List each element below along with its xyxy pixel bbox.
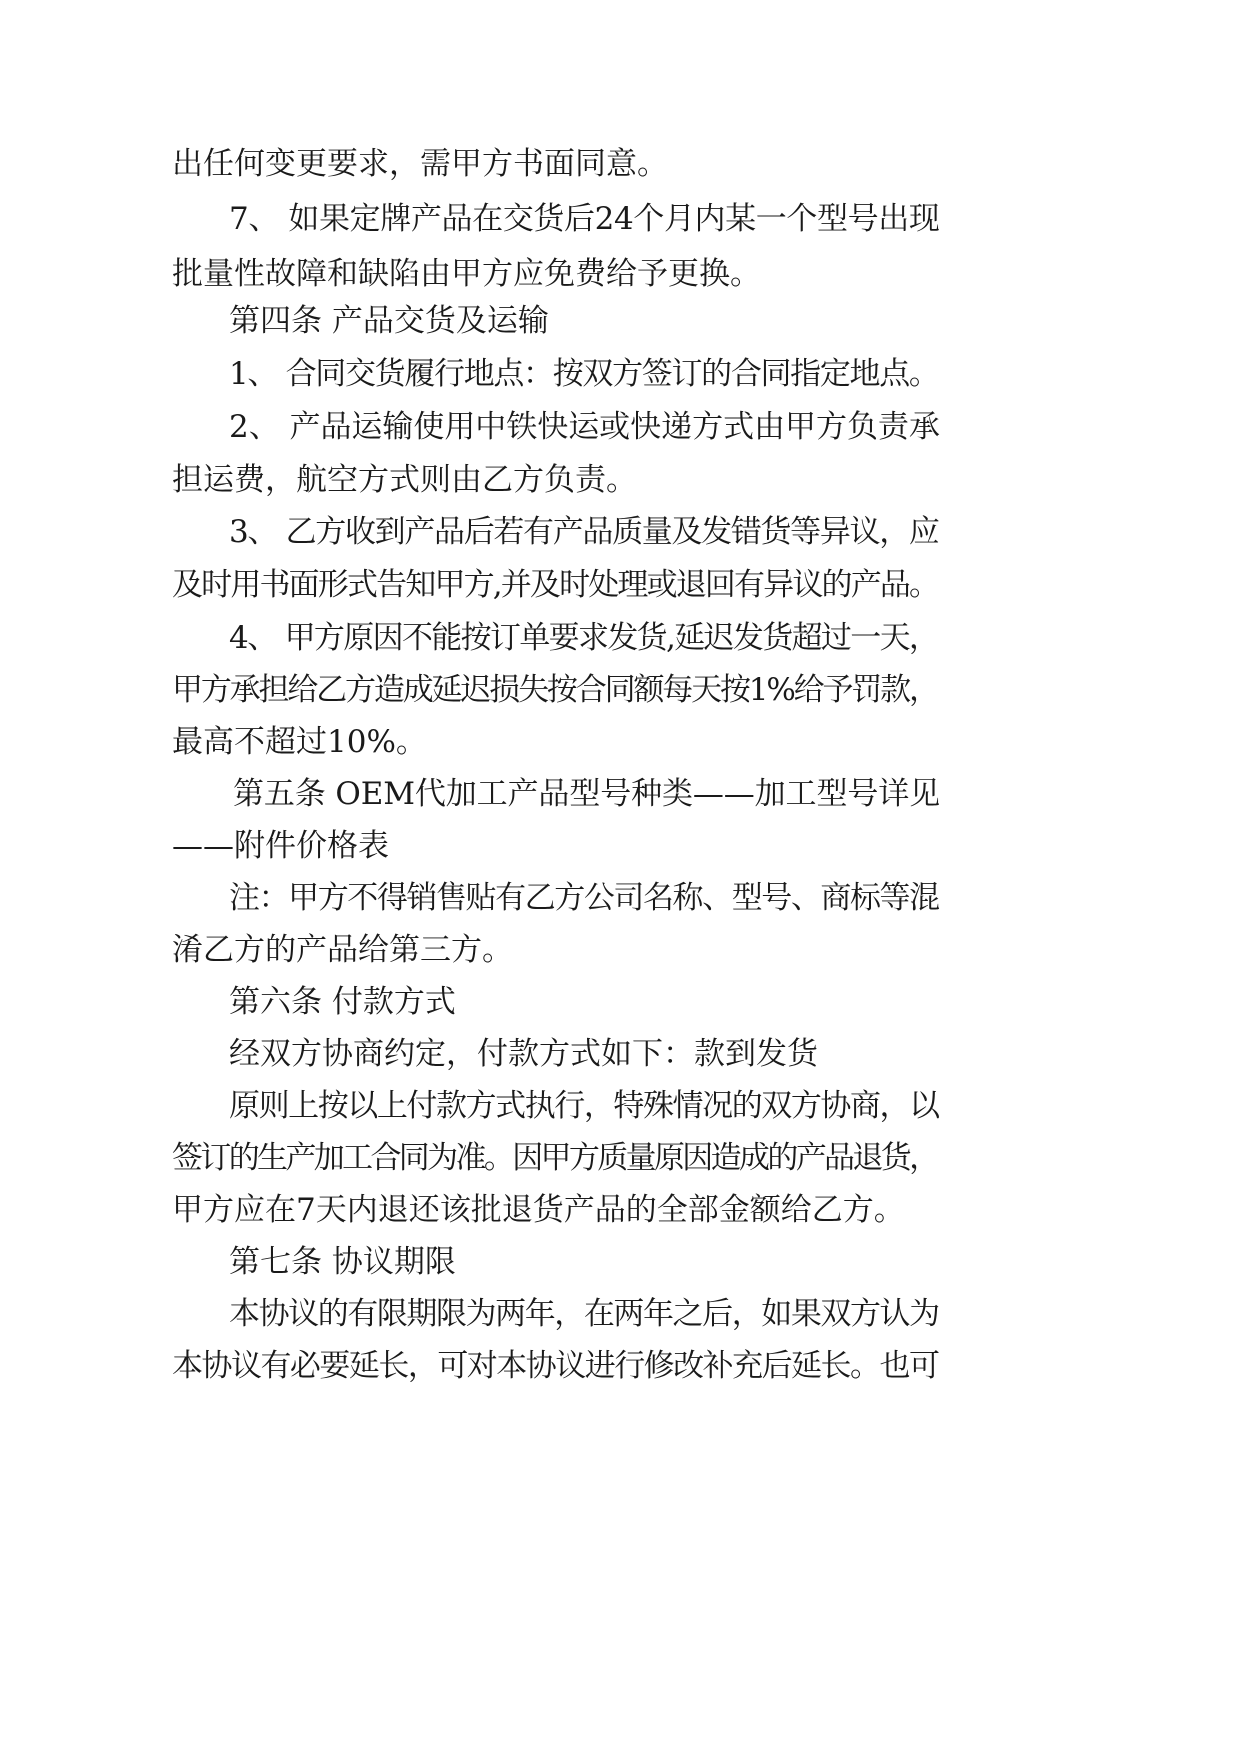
text-line [0,1129,1241,1187]
line-text: 担运费，航空方式则由乙方负责。 [172,462,637,498]
line-text: 出任何变更要求，需甲方书面同意。 [172,146,668,182]
line-text: ——附件价格表 [172,828,389,864]
text-line [0,1077,1241,1135]
line-text: 签订的生产加工合同为准。因甲方质量原因造成的产品退货， [172,1140,938,1176]
line-text: 原则上按以上付款方式执行，特殊情况的双方协商，以 [229,1088,939,1124]
text-line [0,921,1241,979]
text-line [0,609,1241,667]
text-line [0,1285,1241,1343]
line-text: 甲方承担给乙方造成延迟损失按合同额每天按1%给予罚款， [172,672,938,708]
section-heading [0,973,1241,1031]
line-text: 注：甲方不得销售贴有乙方公司名称、型号、商标等混 [229,880,939,916]
line-text: 及时用书面形式告知甲方,并及时处理或退回有异议的产品。 [172,567,939,603]
line-text: 3、 乙方收到产品后若有产品质量及发错货等异议，应 [229,514,939,550]
text-line [0,135,1241,193]
text-line [0,398,1241,456]
line-text: 批量性故障和缺陷由甲方应免费给予更换。 [172,256,761,292]
text-line [0,817,1241,875]
line-text: 本协议有必要延长，可对本协议进行修改补充后延长。也可 [172,1348,939,1384]
text-line [0,503,1241,561]
line-text: 第四条 产品交货及运输 [229,303,549,339]
text-line [0,556,1241,614]
line-text: 本协议的有限期限为两年，在两年之后，如果双方认为 [229,1296,939,1332]
text-line [0,869,1241,927]
line-text: 7、 如果定牌产品在交货后24个月内某一个型号出现 [229,201,940,237]
text-line [0,345,1241,403]
text-line [0,661,1241,719]
text-line [0,451,1241,509]
section-heading [0,1233,1241,1291]
line-text: 经双方协商约定，付款方式如下：款到发货 [229,1036,818,1072]
line-text: 淆乙方的产品给第三方。 [172,932,513,968]
line-text: 4、 甲方原因不能按订单要求发货,延迟发货超过一天， [229,620,939,656]
text-line [0,713,1241,771]
line-text: 第五条 OEM代加工产品型号种类——加工型号详见 [233,776,940,812]
text-line [0,1181,1241,1239]
line-text: 第七条 协议期限 [229,1244,456,1280]
section-heading [0,765,1241,823]
line-text: 第六条 付款方式 [229,984,456,1020]
line-text: 1、 合同交货履行地点：按双方签订的合同指定地点。 [229,356,939,392]
text-line [0,190,1241,248]
text-line [0,1337,1241,1395]
section-heading [0,292,1241,350]
line-text: 最高不超过10%。 [172,724,427,760]
line-text: 2、 产品运输使用中铁快运或快递方式由甲方负责承 [229,409,940,445]
text-line [0,1025,1241,1083]
line-text: 甲方应在7天内退还该批退货产品的全部金额给乙方。 [172,1192,905,1228]
